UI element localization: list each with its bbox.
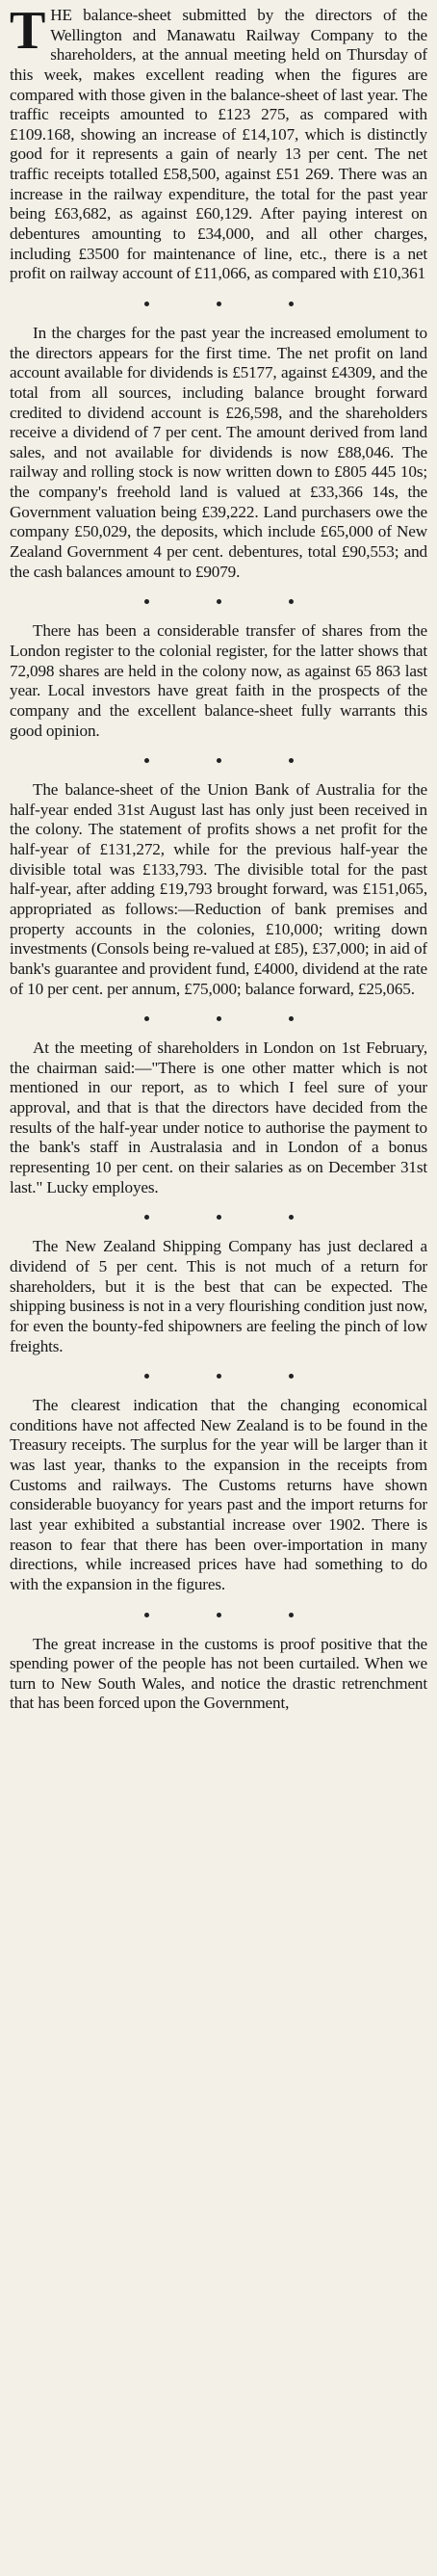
article-column [10,6,427,2568]
paragraph-8: The great increase in the customs is proof positive that the spending power of the people has not been curtailed. When we turn to New South Wales, and notice the drastic retrenchment that has been forced upon the Government, [10,1634,427,1713]
paragraph-3: There has been a considerable transfer of shares from the London register to the colonial register, for the latter shows that 72,098 shares are held in the colony now, as against 65 863 last year. Local investors have great faith in the prospects of the company and the excellent balance-sheet fully warrants this good opinion. [10,621,427,740]
section-divider [10,599,427,604]
paragraph-4: The balance-sheet of the Union Bank of Australia for the half-year ended 31st August last has only just been received in the colony. The statement of profits shows a net profit for the half-year of £131,272, while for the previous half-year the divisible total was £133,793. The divisible total for the past half-year, after adding £19,793 brought forward, was £151,065, appropriated as follows:—Reduction of bank premises and property accounts in the colonies, £10,000; writing down investments (Consols being re-valued at £85), £37,000; in aid of bank's guarantee and provident fund, £4000, dividend at the rate of 10 per cent. per annum, £75,000; balance forward, £25,065. [10,780,427,998]
paragraph-7: The clearest indication that the changing economical conditions have not affected New Zealand is to be found in the Treasury receipts. The surplus for the year will be larger than it was last year, thanks to the expansion in the receipts from Customs and railways. The Customs returns have shown considerable buoyancy for years past and the import returns for last year exhibited a substantial increase over 1902. There is reason to fear that there has been over-importation in many directions, while increased prices have had something to do with the expansion in the figures. [10,1396,427,1593]
paragraph-2: In the charges for the past year the increased emolument to the directors appears for the first time. The net profit on land account available for dividends is £5177, against £4309, and the total from all sources, including balance brought forward credited to dividend account is £26,598, and the shareholders receive a dividend of 7 per cent. The amount derived from land sales, and not available for dividends is now £88,046. The railway and rolling stock is now written down to £805 445 10s; the company's freehold land is valued at £33,366 14s, the Government valuation being £39,222. Land purchasers owe the company £50,029, the deposits, which include £65,000 of New Zealand Government 4 per cent. debentures, total £90,553; and the cash balances amount to £9079. [10,323,427,581]
section-divider [10,302,427,306]
section-divider [10,1374,427,1379]
section-divider [10,758,427,763]
section-divider [10,1016,427,1021]
drop-cap: T [10,6,46,61]
section-divider [10,1215,427,1220]
paragraph-text: HE balance-sheet submitted by the directors of the Wellington and Manawatu Railway Company to the shareholders, at the annual meeting held on Thursday of this week, makes excellent reading when the figures are compared with those given in the balance-sheet of last year. The traffic receipts amounted to £123 275, as compared with £109.168, showing an increase of £14,107, which is distinctly good for it represents a gain of nearly 13 per cent. The net traffic receipts totalled £58,500, against £51 269. There was an increase in the railway expenditure, the total for the past year being £63,682, as against £60,129. After paying interest on debentures amounting to £34,000, and all other charges, including £3500 for maintenance of line, etc., there is a net profit on railway account of £11,066, as compared with £10,361 [10,6,427,283]
paragraph-5: At the meeting of shareholders in London on 1st February, the chairman said:—"There is one other matter which is not mentioned in our report, as to which I feel sure of your approval, and that is that the directors have decided from the results of the half-year under notice to authorise the payment to the bank's staff in Australasia and in London of a bonus representing 10 per cent. on their salaries as on December 31st last." Lucky employes. [10,1038,427,1196]
section-divider [10,1613,427,1617]
paragraph-1 [10,6,427,284]
paragraph-6: The New Zealand Shipping Company has just declared a dividend of 5 per cent. This is not much of a return for shareholders, but it is the best that can be expected. The shipping business is not in a very flourishing condition just now, for even the bounty-fed shipowners are feeling the pinch of low freights. [10,1237,427,1355]
